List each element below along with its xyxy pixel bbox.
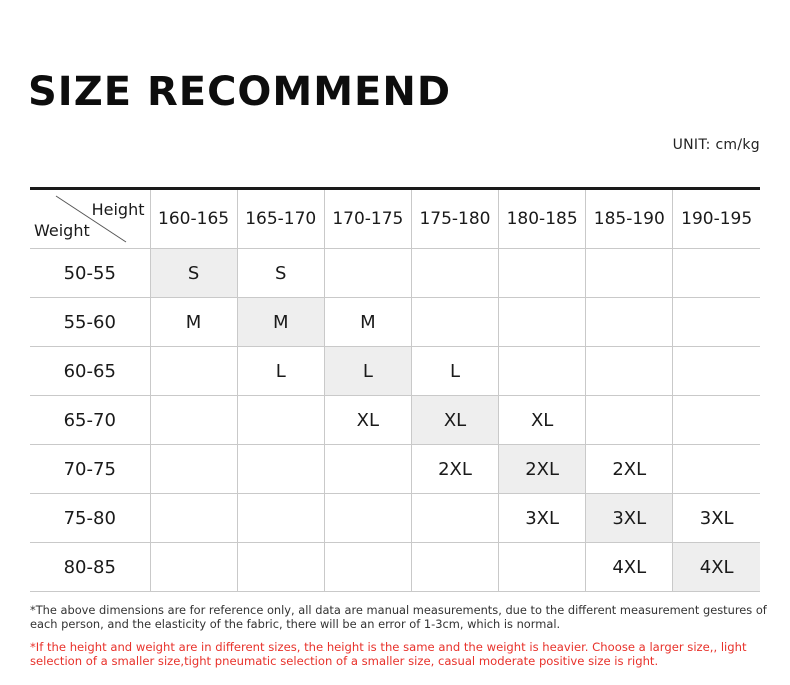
size-row (30, 543, 760, 592)
size-cell (324, 543, 411, 592)
weight-label: 60-65 (30, 347, 150, 396)
size-cell (150, 494, 237, 543)
size-cell (499, 543, 586, 592)
size-cell (150, 445, 237, 494)
size-cell: 2XL (586, 445, 673, 494)
size-row (30, 445, 760, 494)
weight-label: 50-55 (30, 249, 150, 298)
height-header: 170-175 (324, 189, 411, 249)
size-table-body (30, 249, 760, 592)
size-cell: 3XL (499, 494, 586, 543)
size-cell (673, 396, 760, 445)
size-cell: 2XL (411, 445, 498, 494)
size-cell (150, 543, 237, 592)
header-row (30, 189, 760, 249)
size-cell: L (237, 347, 324, 396)
size-cell (411, 543, 498, 592)
size-cell: 3XL (586, 494, 673, 543)
size-row (30, 347, 760, 396)
size-cell (237, 445, 324, 494)
size-table (30, 187, 760, 592)
unit-label: UNIT: cm/kg (672, 137, 760, 153)
disclaimer-note: *The above dimensions are for reference only, all data are manual measurements, due to the different measurement gestures of each person, and the elasticity of the fabric, there will be an error of 1-3cm, which is normal. (30, 603, 767, 631)
size-cell (673, 249, 760, 298)
size-row (30, 249, 760, 298)
advice-note: *If the height and weight are in different sizes, the height is the same and the weight is heavier. Choose a larger size,, light selection of a smaller size,tight pneumatic selection of a smaller size, casual moderate positive size is right. (30, 640, 747, 668)
size-cell: L (324, 347, 411, 396)
height-header: 165-170 (237, 189, 324, 249)
height-header: 185-190 (586, 189, 673, 249)
size-cell (324, 249, 411, 298)
size-cell: XL (499, 396, 586, 445)
size-cell (586, 249, 673, 298)
size-cell (324, 445, 411, 494)
weight-label: 75-80 (30, 494, 150, 543)
height-header: 180-185 (499, 189, 586, 249)
size-cell (586, 396, 673, 445)
size-cell: M (237, 298, 324, 347)
size-cell (673, 347, 760, 396)
weight-label: 65-70 (30, 396, 150, 445)
size-cell (237, 494, 324, 543)
size-cell (411, 494, 498, 543)
size-cell: M (150, 298, 237, 347)
size-cell (324, 494, 411, 543)
height-header: 190-195 (673, 189, 760, 249)
size-cell (499, 249, 586, 298)
size-cell: S (237, 249, 324, 298)
weight-label: 55-60 (30, 298, 150, 347)
size-row (30, 494, 760, 543)
size-cell (237, 543, 324, 592)
size-cell (411, 249, 498, 298)
size-cell: XL (324, 396, 411, 445)
size-cell (673, 445, 760, 494)
height-header: 160-165 (150, 189, 237, 249)
weight-axis-label: Weight (34, 221, 90, 240)
size-cell (673, 298, 760, 347)
size-cell: 4XL (673, 543, 760, 592)
height-header: 175-180 (411, 189, 498, 249)
size-cell (586, 298, 673, 347)
size-cell: XL (411, 396, 498, 445)
size-cell (411, 298, 498, 347)
size-cell: L (411, 347, 498, 396)
size-cell (586, 347, 673, 396)
page-title: SIZE RECOMMEND (28, 69, 452, 115)
size-cell: 2XL (499, 445, 586, 494)
size-row (30, 396, 760, 445)
weight-label: 80-85 (30, 543, 150, 592)
size-cell: S (150, 249, 237, 298)
size-cell: 3XL (673, 494, 760, 543)
size-cell (499, 298, 586, 347)
size-cell (237, 396, 324, 445)
size-cell (150, 347, 237, 396)
height-axis-label: Height (91, 200, 145, 219)
weight-label: 70-75 (30, 445, 150, 494)
size-cell: M (324, 298, 411, 347)
size-cell (150, 396, 237, 445)
size-cell: 4XL (586, 543, 673, 592)
size-row (30, 298, 760, 347)
corner-header (30, 189, 150, 249)
size-cell (499, 347, 586, 396)
